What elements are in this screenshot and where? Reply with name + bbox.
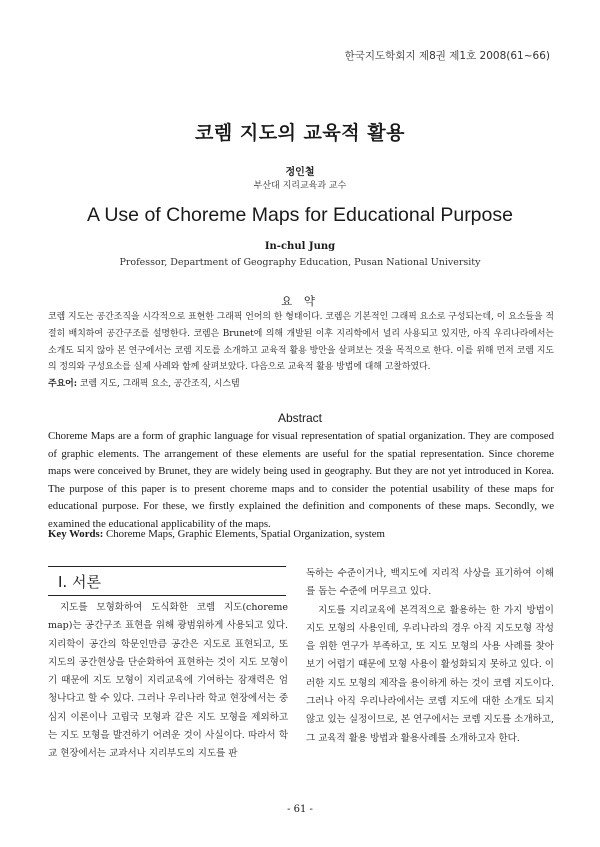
author-korean: 정인철 <box>285 167 315 178</box>
keywords-korean <box>48 376 554 392</box>
abstract-body-english: Choreme Maps are a form of graphic language for visual representation of spatial organization. They are composed of graphic elements. The arrangement of these elements are useful for the spatial representation. Since choreme maps were conceived by Brunet, they are widely being used in geography. But they are not yet introduced in Korea. The purpose of this paper is to present choreme maps and to consider the potential usability of these maps for educational purpose. For these, we firstly explained the definition and components of these maps. Secondly, we examined the educational applicability of the maps. <box>48 430 554 530</box>
page-number: - 61 - <box>287 804 313 815</box>
affiliation-korean: 부산대 지리교육과 교수 <box>253 181 347 191</box>
abstract-body-korean: 코렘 지도는 공간조직을 시각적으로 표현한 그래픽 언어의 한 형태이다. 코렘은 기본적인 그래픽 요소로 구성되는데, 이 요소들을 적절히 배치하여 공간구조를 설명한다. 코렘은 Brunet에 의해 개발된 이후 지리학에서 널리 사용되고 있지만, 아직 우리나라에서는 소개도 되지 않아 본 연구에서는 코렘 지도를 소개하고 교육적 활용 방안을 살펴보는 것을 목적으로 한다. 이를 위해 먼저 코렘 지도의 정의와 구성요소를 실제 사례와 함께 살펴보았다. 다음으로 교육적 활용 방법에 대해 고찰하였다. <box>48 312 554 373</box>
section-title: I. 서론 <box>58 573 101 591</box>
keywords-text-english: Choreme Maps, Graphic Elements, Spatial Organization, system <box>106 528 385 540</box>
body-column-left <box>48 599 288 764</box>
author-english: In-chul Jung <box>264 241 336 252</box>
journal-header: 한국지도학회지 제8권 제1호 2008(61~66) <box>344 50 550 62</box>
title-korean: 코렘 지도의 교육적 활용 <box>195 122 405 144</box>
title-english: A Use of Choreme Maps for Educational Purpose <box>87 204 513 226</box>
abstract-heading-korean: 요 약 <box>281 294 319 308</box>
paragraph: 독하는 수준이거나, 백지도에 지리적 사상을 표기하여 이해를 돕는 수준에 머무르고 있다. <box>306 568 554 598</box>
affiliation-english: Professor, Department of Geography Education, Pusan National University <box>119 257 481 268</box>
paragraph: 지도를 모형화하여 도식화한 코렘 지도(choreme map)는 공간구조 표현을 위해 광범위하게 사용되고 있다. 지리학이 공간의 학문인만큼 공간은 지도로 표현되고, 또 지도의 공간현상을 단순화하여 표현하는 것이 지도 모형이기 때문에 지도 모형이 지리교육에 기여하는 잠재력은 엄청나다고 할 수 있다. 그러나 우리나라 학교 현장에서는 중심지 이론이나 고립국 모형과 같은 지도 모형을 제외하고는 지도 모형을 발견하기 어려운 것이 사실이다. 따라서 학교 현장에서는 교과서나 지리부도의 지도를 판 <box>48 602 288 760</box>
body-column-right <box>306 565 554 748</box>
abstract-heading-english: Abstract <box>277 411 322 425</box>
keywords-label-english: Key Words: <box>48 528 104 540</box>
keywords-text-korean: 코렘 지도, 그래픽 요소, 공간조직, 시스템 <box>79 379 240 389</box>
keywords-label-korean: 주요어: <box>48 379 77 389</box>
paragraph: 지도를 지리교육에 본격적으로 활용하는 한 가지 방법이 지도 모형의 사용인데, 우리나라의 경우 아직 지도모형 작성을 위한 연구가 부족하고, 또 지도 모형의 사용 사례를 찾아 보기 어렵기 때문에 모형 사용이 활성화되지 못하고 있다. 이러한 지도 모형의 제작을 용이하게 하는 것이 코렘 지도이다. 그러나 아직 우리나라에서는 코렘 지도에 대한 소개도 되지 않고 있는 실정이므로, 본 연구에서는 코렘 지도를 소개하고, 그 교육적 활용 방법과 활용사례를 소개하고자 한다. <box>306 604 554 744</box>
keywords-english <box>48 526 554 542</box>
